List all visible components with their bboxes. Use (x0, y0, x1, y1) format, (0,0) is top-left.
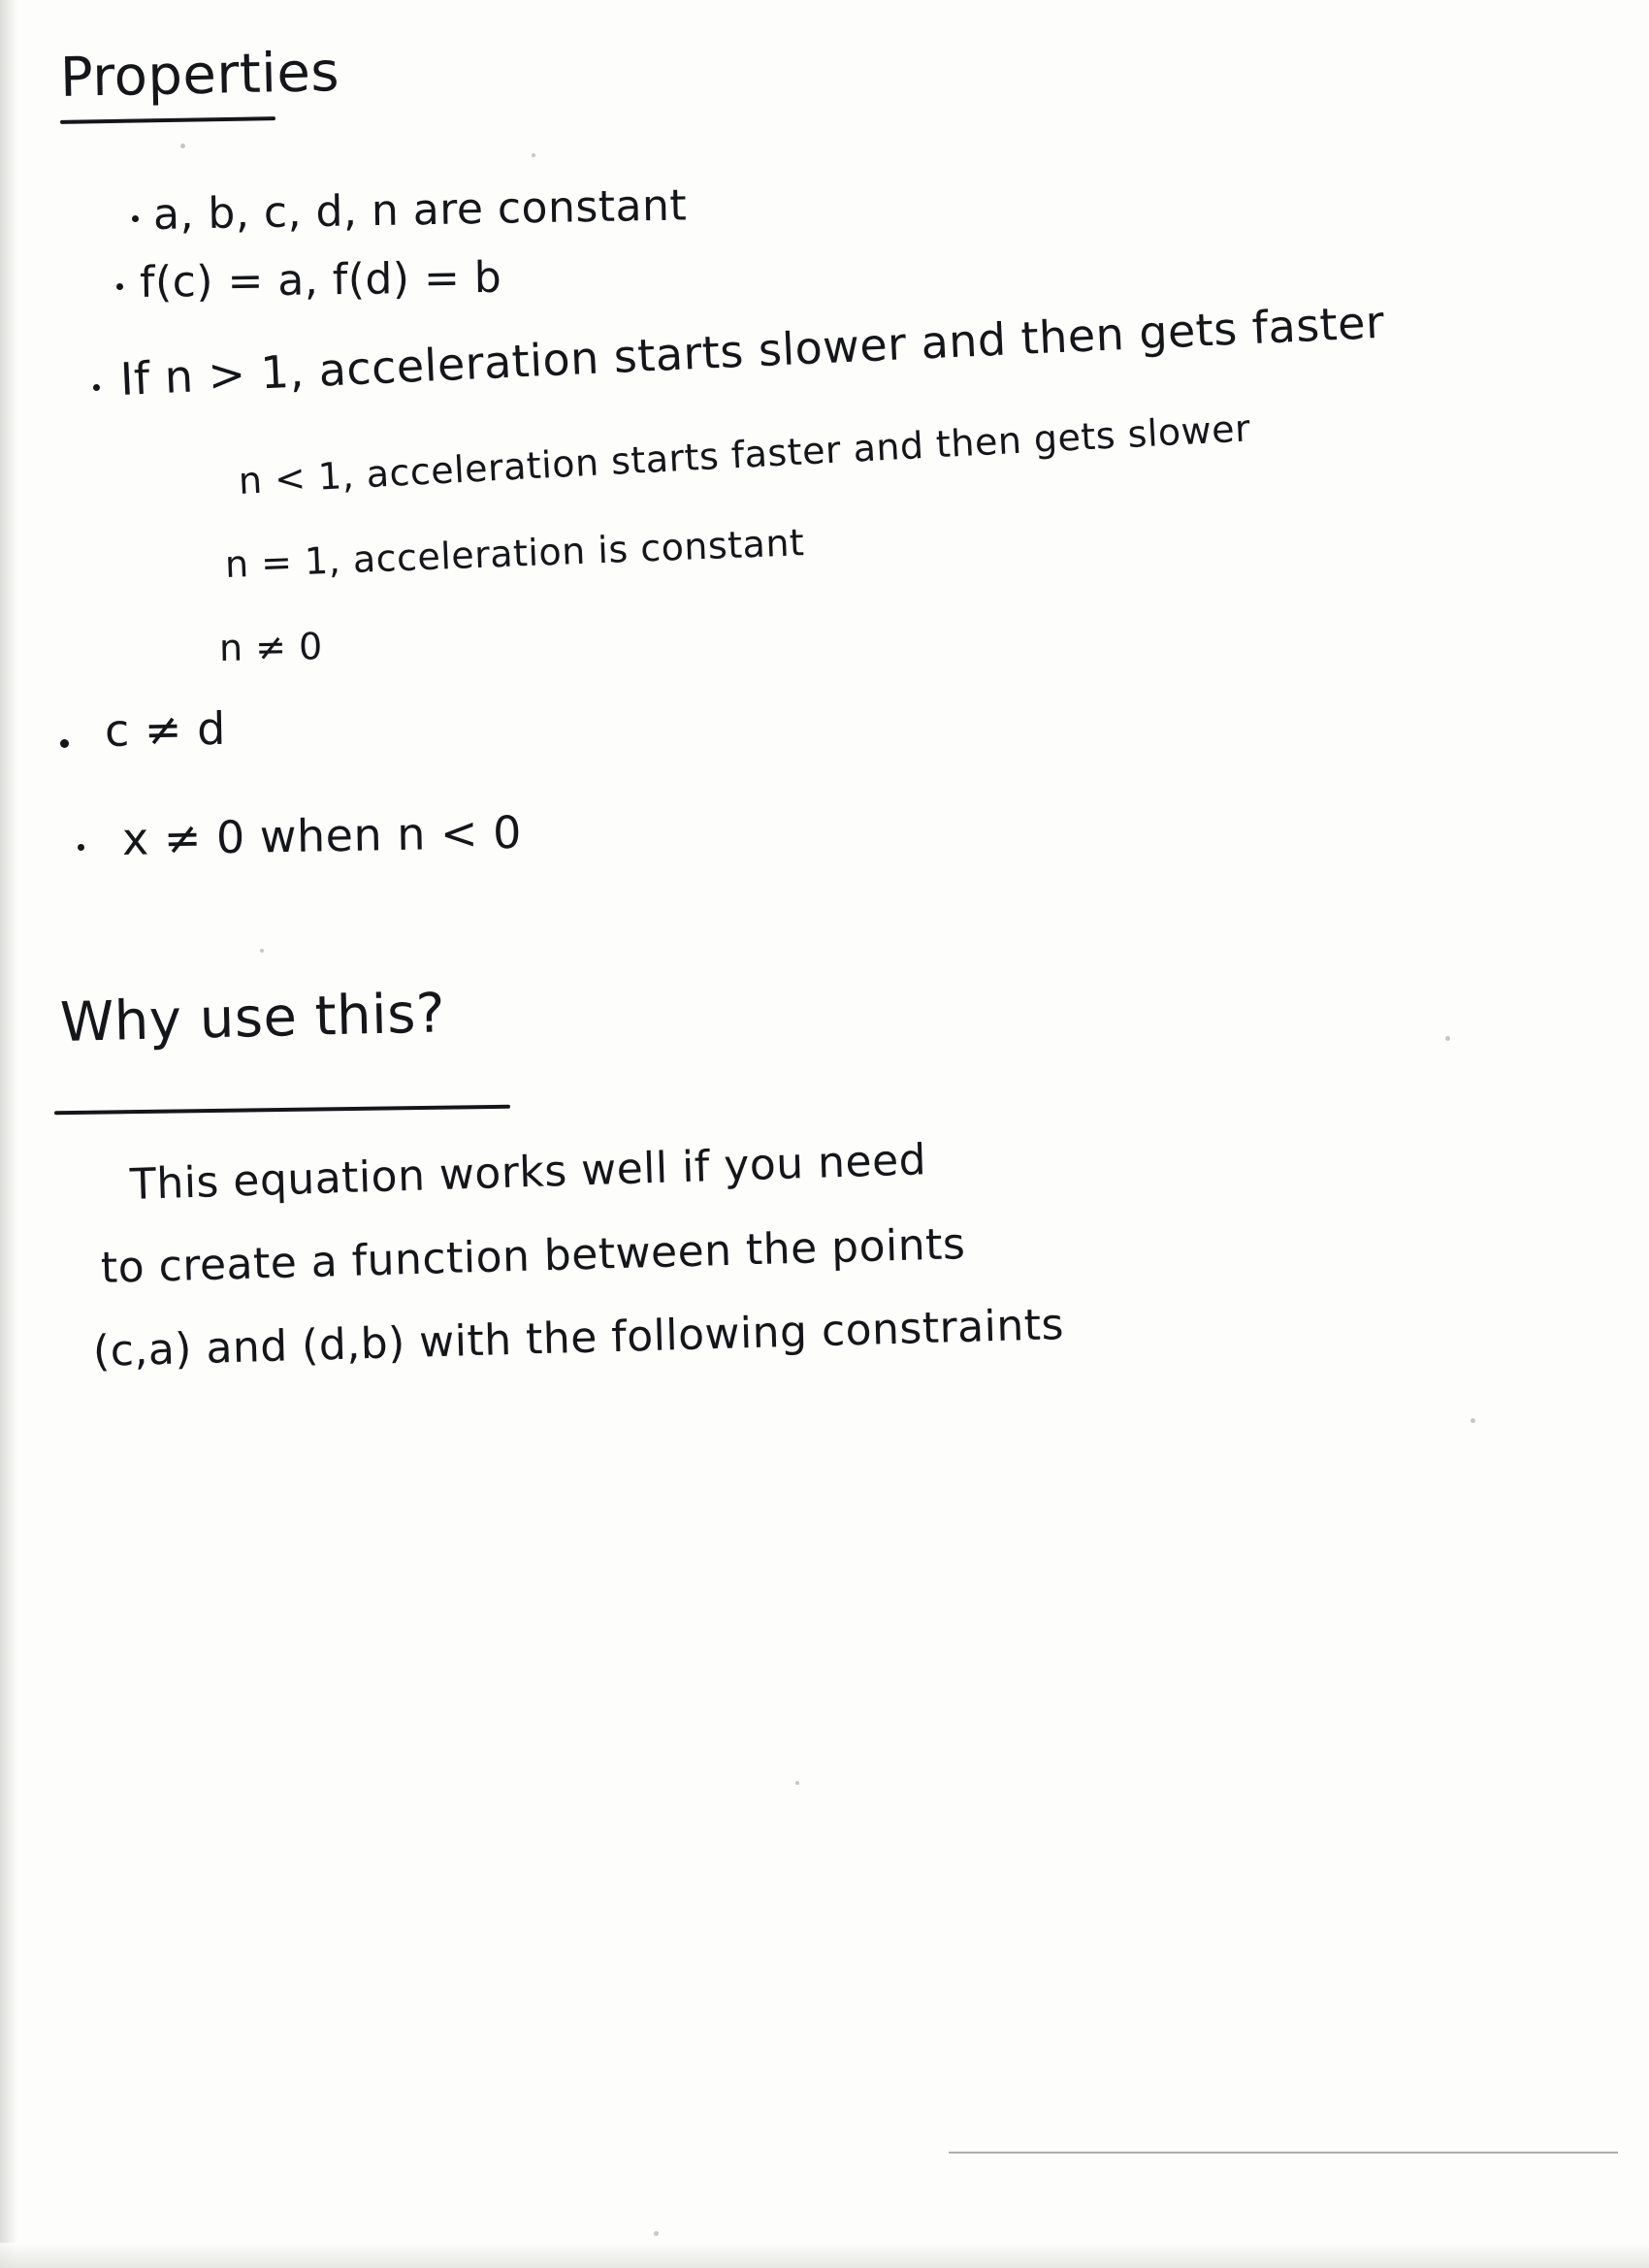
why-body-line-2: to create a function between the points (100, 1219, 966, 1293)
bullet-marker (60, 739, 69, 748)
why-body-line-1: This equation works well if you need (129, 1135, 927, 1210)
property-subline-n-less-than-one: n < 1, acceleration starts faster and then gets slower (237, 406, 1252, 502)
scan-edge-bottom (0, 2243, 1649, 2268)
scan-speck (1471, 1418, 1475, 1423)
scan-speck (532, 153, 535, 157)
heading-underline-why-use-this (54, 1105, 510, 1116)
section-heading-why-use-this: Why use this? (59, 982, 446, 1054)
property-subline-n-not-zero: n ≠ 0 (218, 625, 324, 669)
property-subline-n-equals-one: n = 1, acceleration is constant (224, 521, 806, 586)
scan-speck (260, 949, 264, 953)
bullet-marker (132, 215, 139, 222)
bullet-marker (116, 283, 123, 290)
property-item-constants: a, b, c, d, n are constant (152, 180, 688, 240)
property-item-n-greater-than-one: If n > 1, acceleration starts slower and then gets faster (118, 295, 1386, 405)
page-rule-fragment (949, 2152, 1618, 2154)
scan-speck (654, 2231, 659, 2236)
bullet-marker (78, 844, 84, 851)
scan-speck (180, 144, 185, 148)
scan-speck (795, 1781, 799, 1785)
property-item-function-values: f(c) = a, f(d) = b (139, 252, 502, 308)
heading-underline-properties (60, 116, 275, 124)
property-item-x-not-zero: x ≠ 0 when n < 0 (121, 805, 523, 865)
section-heading-properties: Properties (59, 40, 340, 110)
property-item-c-not-equal-d: c ≠ d (104, 701, 227, 757)
bullet-marker (93, 384, 100, 391)
scan-edge-left (0, 0, 17, 2268)
why-body-line-3: (c,a) and (d,b) with the following constraints (92, 1300, 1065, 1377)
scan-speck (1445, 1036, 1450, 1041)
